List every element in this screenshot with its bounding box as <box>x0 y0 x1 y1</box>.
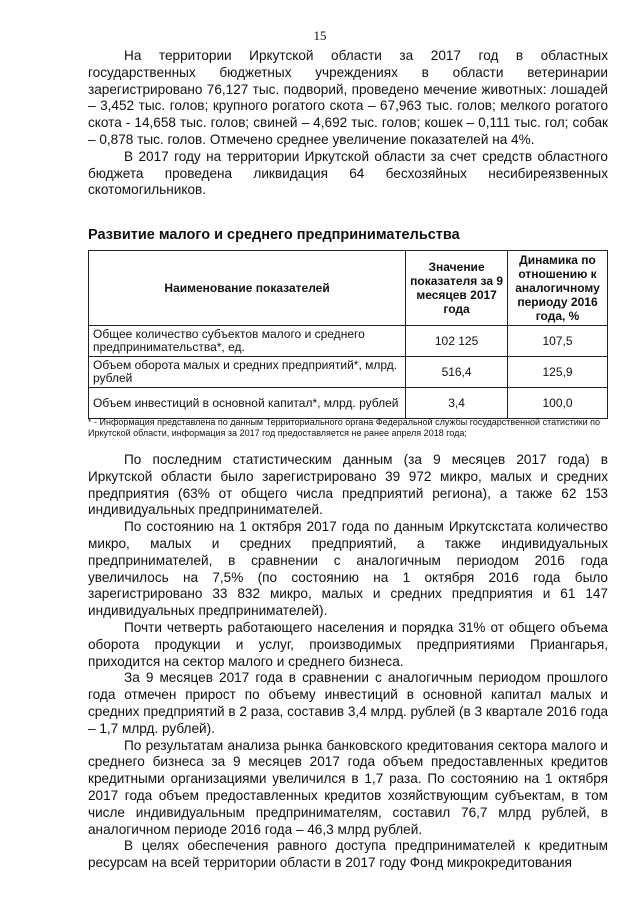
paragraph-october-status: По состоянию на 1 октября 2017 года по данным Иркутскстата количество микро, малых и средних предприятий, а также индивидуальных предпринимателей, в сравнении с аналогичным периодом 2016 года увеличилось на 7,5% (по состоянию на 1 октября 2016 года было зарегистрировано 33 832 микро, малых и средних предприятия и 61 147 индивидуальных предпринимателей). <box>88 519 608 619</box>
row-value: 102 125 <box>406 326 508 357</box>
paragraph-microcredit-fund: В целях обеспечения равного доступа предпринимателей к кредитным ресурсам на всей территории области в 2017 году Фонд микрокредитования <box>88 838 608 871</box>
sme-text-block <box>88 452 608 872</box>
table-row <box>89 357 608 388</box>
table-footnote: * - Информация представлена по данным Территориального органа Федеральной службы государственной статистики по Иркутской области, информация за 2017 год предоставляется не ранее апреля 2018 года; <box>88 417 601 438</box>
row-name: Общее количество субъектов малого и среднего предпринимательства*, ед. <box>89 326 406 357</box>
page-number: 15 <box>313 28 327 43</box>
row-value: 516,4 <box>406 357 508 388</box>
row-dynamics: 107,5 <box>508 326 608 357</box>
section-heading: Развитие малого и среднего предпринимательства <box>88 227 460 243</box>
table-header-row <box>89 251 608 326</box>
paragraph-bank-credit: По результатам анализа рынка банковского кредитования сектора малого и среднего бизнеса за 9 месяцев 2017 года объем предоставленных кредитов кредитными организациями увеличился в 1,7 раза. По состоянию на 1 октября 2017 года объем предоставленных кредитов хозяйствующим субъектам, в том числе индивидуальным предпринимателям, составил 76,7 млрд рублей, в аналогичном периоде 2016 года – 46,3 млрд рублей. <box>88 737 608 837</box>
row-name: Объем оборота малых и средних предприятий*, млрд. рублей <box>89 357 406 388</box>
header-indicator-name: Наименование показателей <box>89 251 406 326</box>
row-value: 3,4 <box>406 388 508 419</box>
paragraph-veterinary: На территории Иркутской области за 2017 год в областных государственных бюджетных учреждениях в области ветеринарии зарегистрировано 76,127 тыс. подворий, проведено мечение животных: лошадей – 3,452 тыс. голов; крупного рогатого скота – 67,963 тыс. голов; мелкого рогатого скота - 14,658 тыс. голов; свиней – 4,692 тыс. голов; кошек – 0,111 тыс. гол; собак – 0,878 тыс. голов. Отмечено среднее увеличение показателей на 4%. <box>88 48 608 147</box>
paragraph-investments: За 9 месяцев 2017 года в сравнении с аналогичным периодом прошлого года отмечен прирост по объему инвестиций в основной капитал малых и средних предприятий в 2 раза, составив 3,4 млрд. рублей (в 3 квартале 2016 года – 1,7 млрд. рублей). <box>88 670 608 736</box>
paragraph-statistics: По последним статистическим данным (за 9 месяцев 2017 года) в Иркутской области было зарегистрировано 39 972 микро, малых и средних предприятия (63% от общего числа предприятий региона), а также 62 153 индивидуальных предпринимателей. <box>88 452 608 518</box>
indicators-table <box>88 250 608 419</box>
header-dynamics-2016: Динамика по отношению к аналогичному периоду 2016 года, % <box>508 251 608 326</box>
paragraph-cattle-burial: В 2017 году на территории Иркутской области за счет средств областного бюджета проведена ликвидация 64 бесхозяйных несибиреязвенных скотомогильников. <box>88 148 608 198</box>
row-dynamics: 100,0 <box>508 388 608 419</box>
row-dynamics: 125,9 <box>508 357 608 388</box>
table-row <box>89 326 608 357</box>
table-row <box>89 388 608 419</box>
paragraph-workforce-share: Почти четверть работающего населения и порядка 31% от общего объема оборота продукции и услуг, производимых предприятиями Приангарья, приходится на сектор малого и среднего бизнеса. <box>88 619 608 669</box>
intro-text-block <box>88 48 608 199</box>
header-value-9m-2017: Значение показателя за 9 месяцев 2017 года <box>406 251 508 326</box>
row-name: Объем инвестиций в основной капитал*, млрд. рублей <box>89 388 406 419</box>
